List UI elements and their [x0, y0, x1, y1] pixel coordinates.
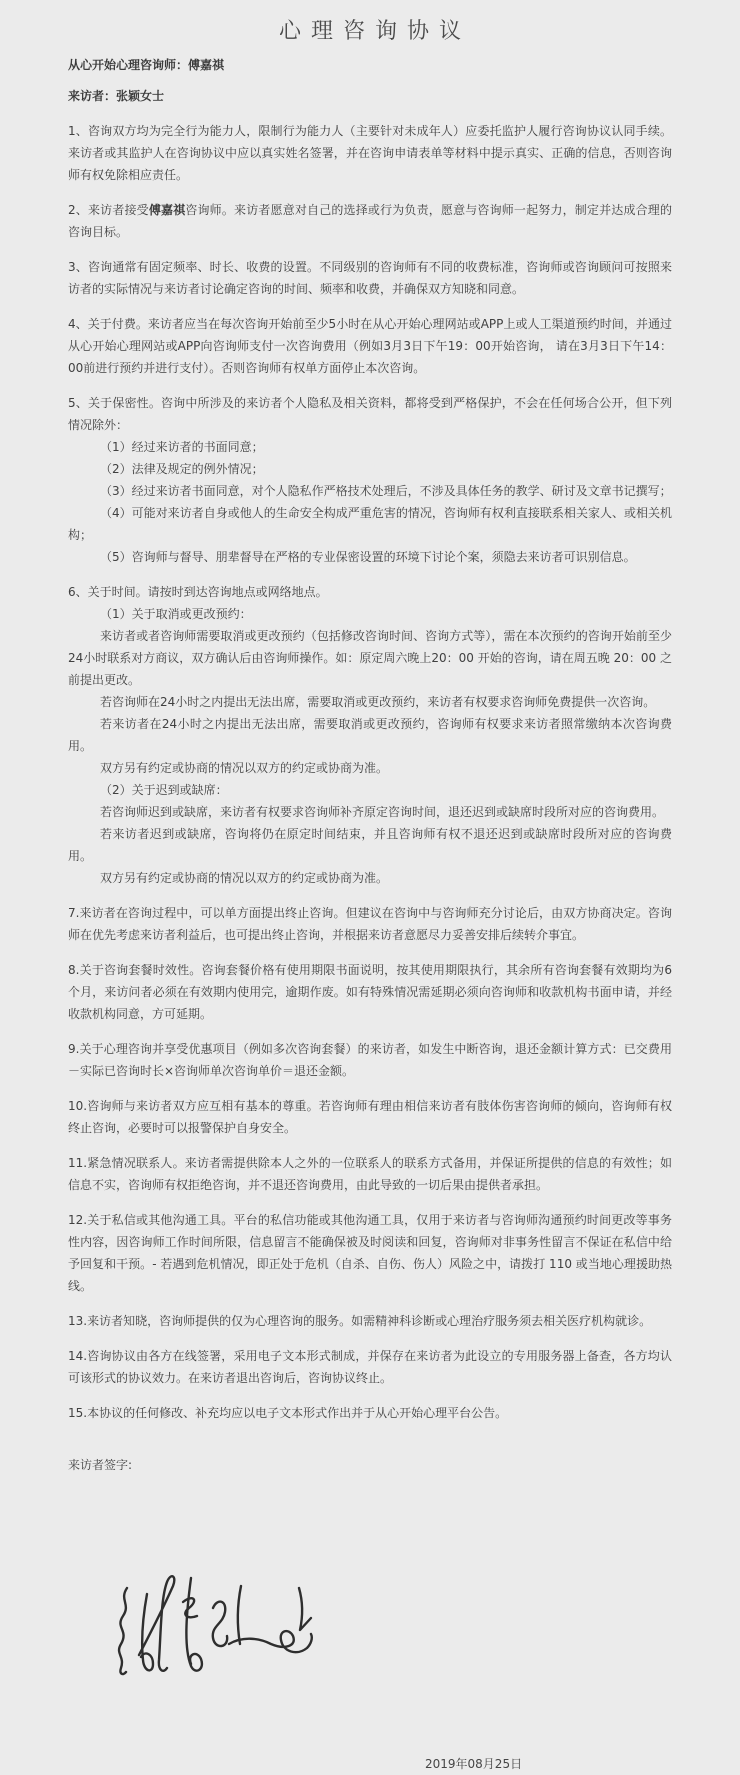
- sub-clause-line: （1）关于取消或更改预约：: [100, 607, 252, 621]
- sub-clause-line: （1）经过来访者的书面同意；: [100, 440, 264, 454]
- signature-block: [68, 1454, 672, 1703]
- clause-paragraph: 15.本协议的任何修改、补充均应以电子文本形式作出并于从心开始心理平台公告。: [68, 1406, 508, 1420]
- page-title: 心理咨询协议: [278, 19, 471, 44]
- client-line: 来访者：张颖女士: [68, 89, 165, 103]
- counselor-name-bold: 傅嘉祺: [148, 203, 186, 217]
- clause-paragraph: [68, 199, 672, 243]
- agreement-body: [68, 54, 672, 1775]
- clause-paragraph: 13.来访者知晓，咨询师提供的仅为心理咨询的服务。如需精神科诊断或心理治疗服务须去相关医疗机构就诊。: [68, 1314, 652, 1328]
- clause-paragraph: 8.关于咨询套餐时效性。咨询套餐价格有使用期限书面说明，按其使用期限执行，其余所有咨询套餐有效期均为6个月，来访问者必须在有效期内使用完，逾期作废。如有特殊情况需延期必须向咨询师和收款机构书面申请，并经收款机构同意，方可延期。: [68, 963, 672, 1021]
- clause-paragraph: 11.紧急情况联系人。来访者需提供除本人之外的一位联系人的联系方式备用，并保证所提供的信息的有效性；如信息不实，咨询师有权拒绝咨询，并不退还咨询费用，由此导致的一切后果由提供者承担。: [68, 1156, 672, 1192]
- sub-clause-line: 双方另有约定或协商的情况以双方的约定或协商为准。: [100, 871, 389, 885]
- clause-paragraph: 6、关于时间。请按时到达咨询地点或网络地点。: [68, 585, 328, 599]
- sub-clause-line: 若来访者在24小时之内提出无法出席，需要取消或更改预约，咨询师有权要求来访者照常缴纳本次咨询费用。: [68, 717, 672, 753]
- sub-clause-line: （4）可能对来访者自身或他人的生命安全构成严重危害的情况，咨询师有权利直接联系相关家人、或相关机构；: [68, 506, 672, 542]
- clause-paragraph: 1、咨询双方均为完全行为能力人，限制行为能力人（主要针对未成年人）应委托监护人履行咨询协议认同手续。来访者或其监护人在咨询协议中应以真实姓名签署，并在咨询申请表单等材料中提示真实、正确的信息，否则咨询师有权免除相应责任。: [68, 124, 672, 182]
- clause-paragraph: 7.来访者在咨询过程中，可以单方面提出终止咨询。但建议在咨询中与咨询师充分讨论后，由双方协商决定。咨询师在优先考虑来访者利益后，也可提出终止咨询，并根据来访者意愿尽力妥善安排后续转介事宜。: [68, 906, 672, 942]
- clause-paragraph: 4、关于付费。来访者应当在每次咨询开始前至少5小时在从心开始心理网站或APP上或人工渠道预约时间，并通过从心开始心理网站或APP向咨询师支付一次咨询费用（例如3月3日下午19：00开始咨询， 请在3月3日下午14：00前进行预约并进行支付）。否则咨询师有权单方面停止本次咨询。: [68, 317, 672, 375]
- clause-paragraph: 12.关于私信或其他沟通工具。平台的私信功能或其他沟通工具，仅用于来访者与咨询师沟通预约时间更改等事务性内容，因咨询师工作时间所限，信息留言不能确保被及时阅读和回复，咨询师对非事务性留言不保证在私信中给予回复和干预。- 若遇到危机情况，即正处于危机（自杀、自伤、伤人）风险之中，请拨打 110 或当地心理援助热线。: [68, 1213, 672, 1293]
- clause-list: [68, 120, 672, 1424]
- clause-text: 咨询师。来访者愿意对自己的选择或行为负责，愿意与咨询师一起努力，制定并达成合理的咨询目标。: [68, 203, 672, 239]
- sub-clause-line: （3）经过来访者书面同意，对个人隐私作严格技术处理后，不涉及具体任务的教学、研讨及文章书记撰写；: [100, 484, 672, 498]
- clause-paragraph: 3、咨询通常有固定频率、时长、收费的设置。不同级别的咨询师有不同的收费标准，咨询师或咨询顾问可按照来访者的实际情况与来访者讨论确定咨询的时间、频率和收费，并确保双方知晓和同意。: [68, 260, 672, 296]
- signature-label: 来访者签字:: [68, 1458, 133, 1472]
- clause-text: 2、来访者接受: [68, 203, 149, 217]
- client-signature-scribble: [113, 1560, 325, 1696]
- sub-clause-line: （2）关于迟到或缺席：: [100, 783, 228, 797]
- sub-clause-line: 若咨询师在24小时之内提出无法出席，需要取消或更改预约，来访者有权要求咨询师免费提供一次咨询。: [100, 695, 656, 709]
- sub-clause-line: 若咨询师迟到或缺席，来访者有权要求咨询师补齐原定咨询时间，退还迟到或缺席时段所对应的咨询费用。: [100, 805, 665, 819]
- clause-paragraph: 9.关于心理咨询并享受优惠项目（例如多次咨询套餐）的来访者，如发生中断咨询，退还金额计算方式：已交费用－实际已咨询时长×咨询师单次咨询单价＝退还金额。: [68, 1042, 672, 1078]
- sub-clause-line: 双方另有约定或协商的情况以双方的约定或协商为准。: [100, 761, 389, 775]
- sub-clause-line: （2）法律及规定的例外情况；: [100, 462, 264, 476]
- sub-clause-line: （5）咨询师与督导、朋辈督导在严格的专业保密设置的环境下讨论个案，须隐去来访者可识别信息。: [100, 550, 636, 564]
- agreement-date: 2019年08月25日: [425, 1757, 523, 1771]
- sub-clause-line: 若来访者迟到或缺席，咨询将仍在原定时间结束，并且咨询师有权不退还迟到或缺席时段所对应的咨询费用。: [68, 827, 672, 863]
- clause-paragraph: 14.咨询协议由各方在线签署，采用电子文本形式制成，并保存在来访者为此设立的专用服务器上备查，各方均认可该形式的协议效力。在来访者退出咨询后，咨询协议终止。: [68, 1349, 672, 1385]
- sub-clause-line: 来访者或者咨询师需要取消或更改预约（包括修改咨询时间、咨询方式等），需在本次预约的咨询开始前至少24小时联系对方商议，双方确认后由咨询师操作。如：原定周六晚上20：00 开始的咨询，请在周五晚 20：00 之前提出更改。: [68, 629, 672, 687]
- clause-paragraph: 5、关于保密性。咨询中所涉及的来访者个人隐私及相关资料，都将受到严格保护，不会在任何场合公开，但下列情况除外：: [68, 396, 672, 432]
- counselor-line: 从心开始心理咨询师：傅嘉祺: [68, 58, 225, 72]
- clause-paragraph: 10.咨询师与来访者双方应互相有基本的尊重。若咨询师有理由相信来访者有肢体伤害咨询师的倾向，咨询师有权终止咨询，必要时可以报警保护自身安全。: [68, 1099, 672, 1135]
